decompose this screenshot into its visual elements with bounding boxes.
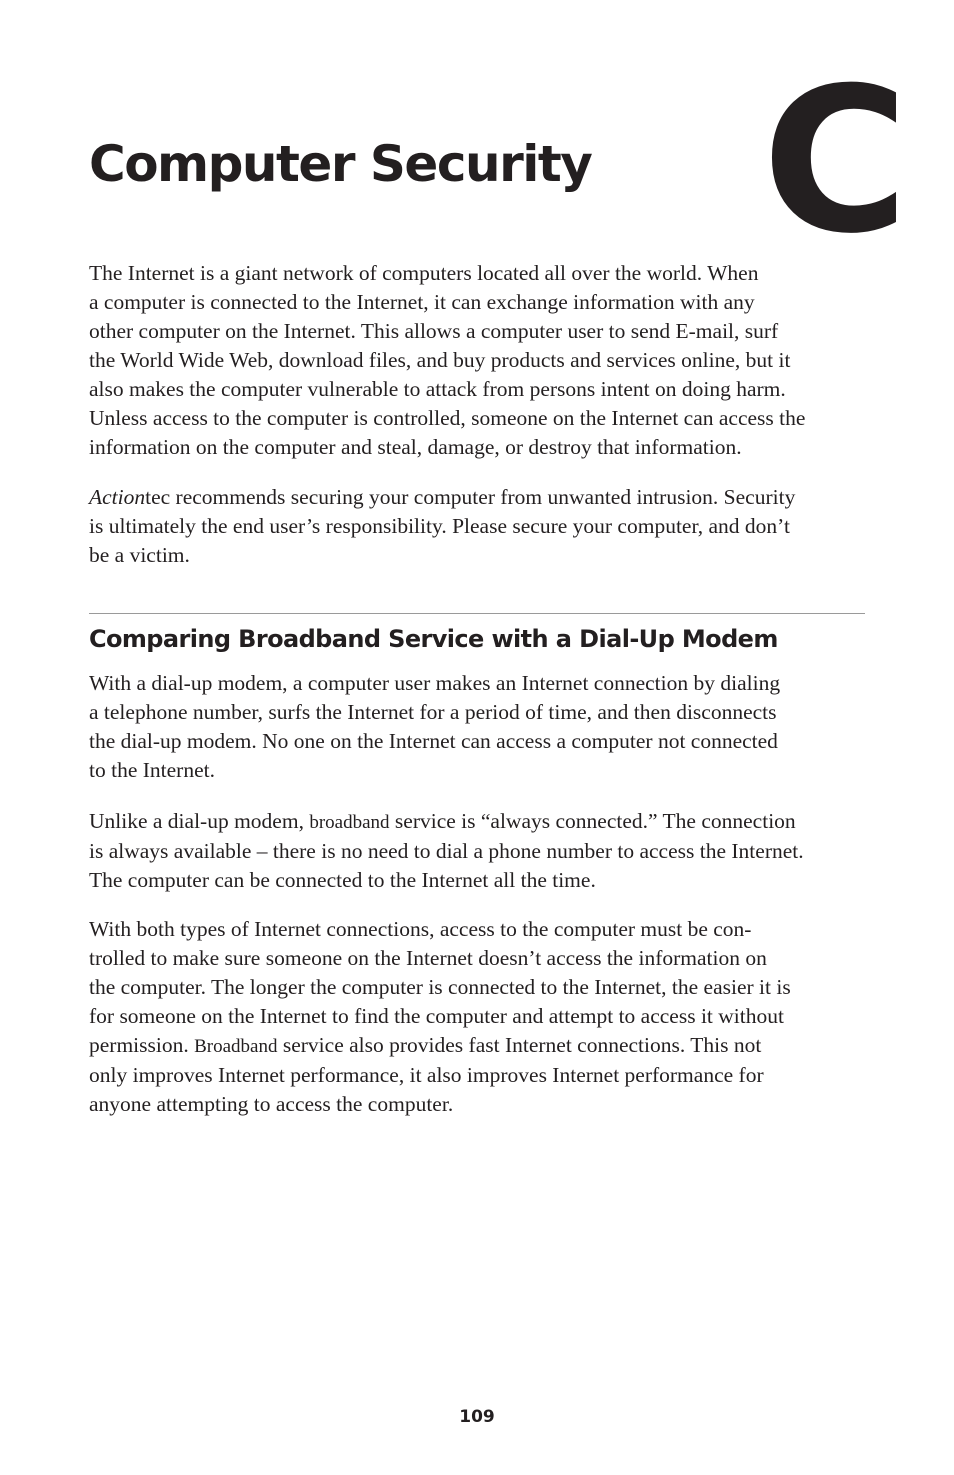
text-fragment: Unlike a dial-up modem, <box>89 809 310 833</box>
text-line <box>89 807 869 837</box>
text-line: only improves Internet performance, it also improves Internet performance for <box>89 1063 764 1087</box>
text-line: the computer. The longer the computer is connected to the Internet, the easier it is <box>89 975 791 999</box>
text-line: With a dial-up modem, a computer user makes an Internet connection by dialing <box>89 671 781 695</box>
section-divider <box>89 613 865 614</box>
section-paragraph-3 <box>89 915 869 1119</box>
text-line: The Internet is a giant network of computers located all over the world. When <box>89 261 759 285</box>
text-fragment: tec recommends securing your computer from unwanted intrusion. Security <box>145 485 796 509</box>
chapter-letter: C <box>762 45 905 278</box>
text-line: trolled to make sure someone on the Internet doesn’t access the information on <box>89 946 767 970</box>
page-title: Computer Security <box>89 135 592 193</box>
intro-paragraph-1 <box>89 259 869 462</box>
intro-paragraph-2 <box>89 483 869 570</box>
text-line: is always available – there is no need to dial a phone number to access the Internet. <box>89 839 804 863</box>
text-line: information on the computer and steal, damage, or destroy that information. <box>89 435 742 459</box>
section-paragraph-2 <box>89 807 869 895</box>
brand-name-italic: Action <box>89 485 146 509</box>
text-line <box>89 1031 869 1061</box>
text-line: The computer can be connected to the Internet all the time. <box>89 868 596 892</box>
text-line: a telephone number, surfs the Internet for a period of time, and then disconnects <box>89 700 777 724</box>
text-line: a computer is connected to the Internet, it can exchange information with any <box>89 290 755 314</box>
text-fragment: permission. <box>89 1033 195 1057</box>
page-number: 109 <box>459 1407 495 1427</box>
text-line: also makes the computer vulnerable to attack from persons intent on doing harm. <box>89 377 786 401</box>
section-paragraph-1 <box>89 669 869 785</box>
text-line: be a victim. <box>89 543 190 567</box>
text-fragment: service also provides fast Internet connections. This not <box>277 1033 762 1057</box>
broadband-term: broadband <box>309 812 390 833</box>
text-line: other computer on the Internet. This allows a computer user to send E-mail, surf <box>89 319 779 343</box>
text-line: is ultimately the end user’s responsibility. Please secure your computer, and don’t <box>89 514 790 538</box>
text-line: anyone attempting to access the computer. <box>89 1092 454 1116</box>
text-line: to the Internet. <box>89 758 215 782</box>
broadband-term: Broadband <box>194 1036 278 1057</box>
section-heading: Comparing Broadband Service with a Dial-Up Modem <box>89 625 778 653</box>
text-line: the dial-up modem. No one on the Internet can access a computer not connected <box>89 729 778 753</box>
text-line: With both types of Internet connections, access to the computer must be con- <box>89 917 752 941</box>
text-line: for someone on the Internet to find the computer and attempt to access it without <box>89 1004 784 1028</box>
text-line <box>89 483 869 512</box>
text-line: the World Wide Web, download files, and buy products and services online, but it <box>89 348 791 372</box>
text-line: Unless access to the computer is controlled, someone on the Internet can access the <box>89 406 806 430</box>
text-fragment: service is “always connected.” The connection <box>389 809 796 833</box>
